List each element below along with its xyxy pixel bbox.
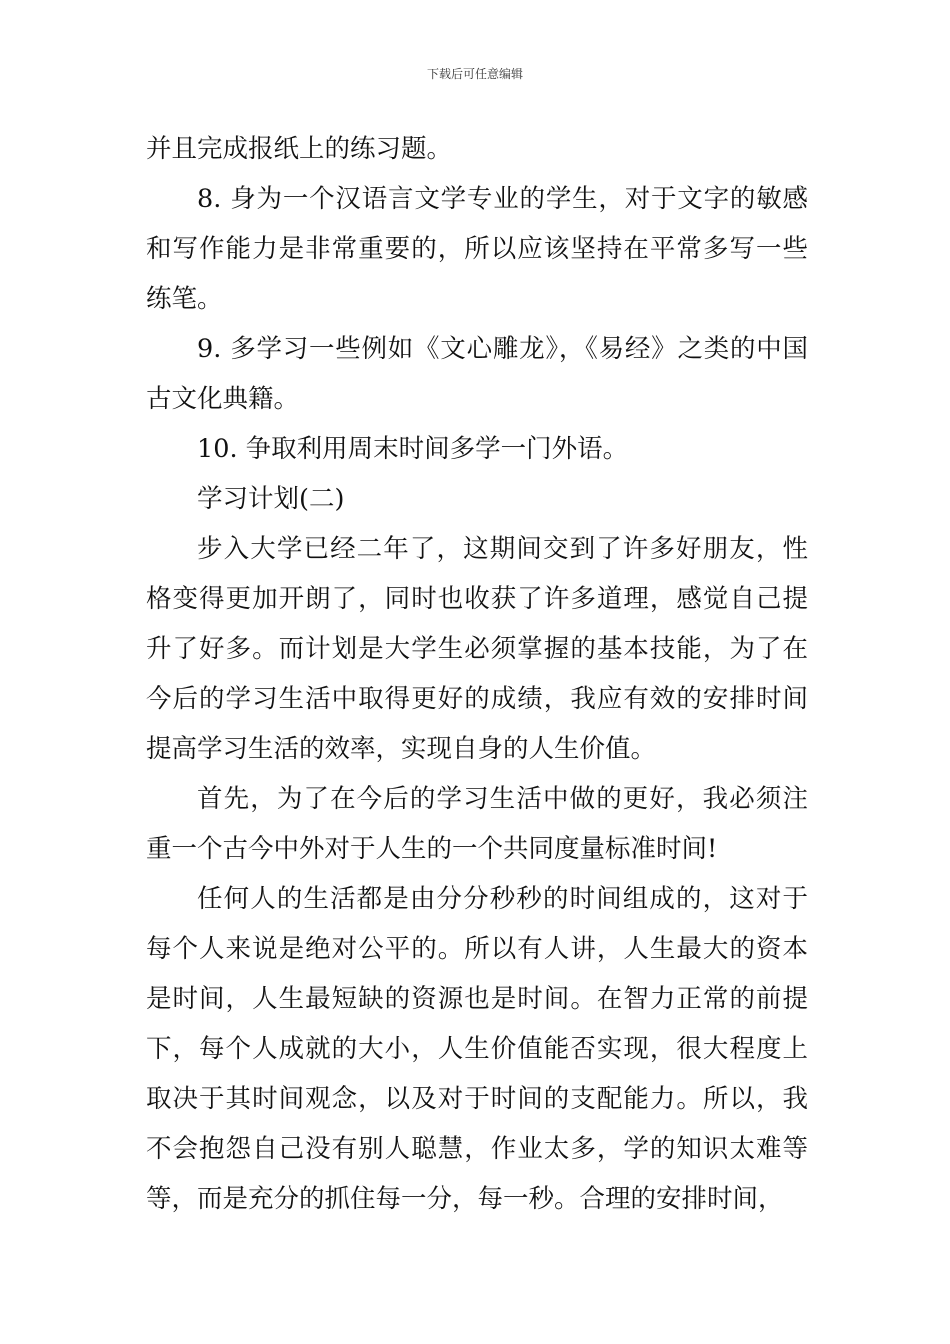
paragraph-item-10: 10. 争取利用周末时间多学一门外语。 [197,434,629,464]
section-heading: 学习计划(二) [197,484,345,514]
paragraph-item-8: 8. 身为一个汉语言文学专业的学生，对于文字的敏感和写作能力是非常重要的，所以应该坚持在平常多写一些练笔。 [146,184,808,314]
document-body [146,124,808,1224]
page-header: 下载后可任意编辑 [426,67,523,81]
paragraph-intro: 步入大学已经二年了，这期间交到了许多好朋友，性格变得更加开朗了，同时也收获了许多道理，感觉自己提升了好多。而计划是大学生必须掌握的基本技能，为了在今后的学习生活中取得更好的成绩，我应有效的安排时间提高学习生活的效率，实现自身的人生价值。 [146,534,808,764]
paragraph-item-9: 9. 多学习一些例如《文心雕龙》，《易经》之类的中国古文化典籍。 [146,334,808,414]
paragraph-continuation: 并且完成报纸上的练习题。 [146,134,453,164]
paragraph-time: 任何人的生活都是由分分秒秒的时间组成的，这对于每个人来说是绝对公平的。所以有人讲，人生最大的资本是时间，人生最短缺的资源也是时间。在智力正常的前提下，每个人成就的大小，人生价值能否实现，很大程度上取决于其时间观念，以及对于时间的支配能力。所以，我不会抱怨自己没有别人聪慧，作业太多，学的知识太难等等，而是充分的抓住每一分，每一秒。合理的安排时间， [146,884,808,1214]
paragraph-first: 首先，为了在今后的学习生活中做的更好，我必须注重一个古今中外对于人生的一个共同度量标准时间! [146,784,808,864]
